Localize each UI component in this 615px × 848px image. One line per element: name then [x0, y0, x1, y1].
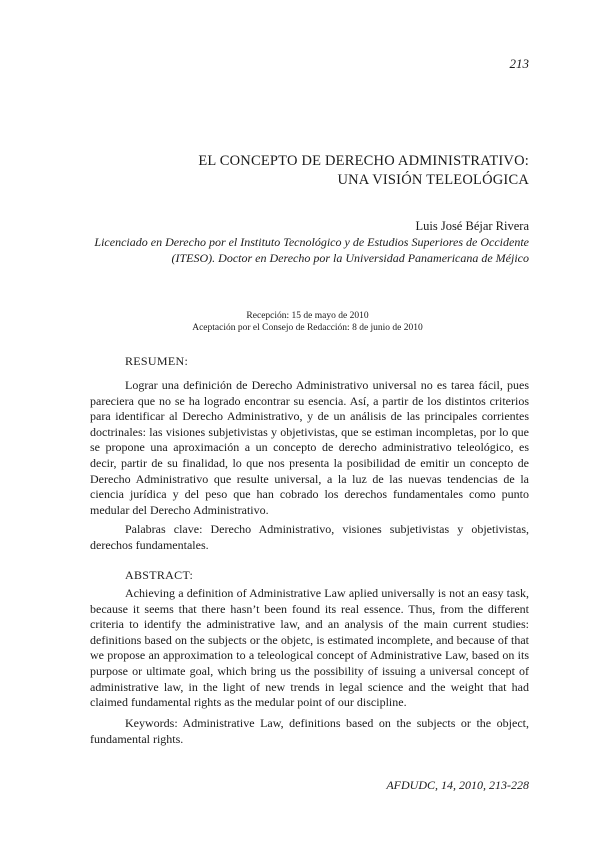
title-line-2: UNA VISIÓN TELEOLÓGICA — [337, 172, 529, 188]
author-affiliation-line-2: (ITESO). Doctor en Derecho por la Universidad Panamericana de Méjico — [171, 251, 529, 265]
author-affiliation-line-1: Licenciado en Derecho por el Instituto Tecnológico y de Estudios Superiores de Occidente — [94, 235, 529, 249]
resumen-heading: RESUMEN: — [125, 354, 189, 368]
journal-footer: AFDUDC, 14, 2010, 213-228 — [386, 778, 529, 792]
palabras-clave: Palabras clave: Derecho Administrativo, visiones subjetivistas y objetivistas, derechos fundamentales. — [90, 522, 529, 552]
abstract-heading: ABSTRACT: — [125, 568, 194, 582]
acceptance-date: Aceptación por el Consejo de Redacción: 8 de junio de 2010 — [192, 323, 423, 333]
abstract-text: Achieving a definition of Administrative Law aplied universally is not an easy task, because it seems that there hasn’t been found its real essence. Thus, from the different criteria to identify the administrative law, and an analysis of the main current studies: definitions based on the subjects or the objetc, is estimated incomplete, and because of that we propose an approximation to a teleological concept of Administrative Law, based on its purpose or ultimate goal, which bring us the possibility of issuing a universal concept of administrative law, in the light of new trends in legal science and the weight that had claimed fundamental rights as the medular point of our discipline. — [90, 586, 529, 710]
keywords: Keywords: Administrative Law, definitions based on the subjects or the object, fundamental rights. — [90, 716, 529, 746]
author-name: Luis José Béjar Rivera — [415, 219, 529, 233]
submission-dates — [90, 310, 525, 334]
page-number: 213 — [509, 56, 529, 71]
reception-date: Recepción: 15 de mayo de 2010 — [246, 311, 369, 321]
resumen-text: Lograr una definición de Derecho Administrativo universal no es tarea fácil, pues pareciera que no se ha logrado encontrar su esencia. Así, a partir de los distintos criterios para identificar al Derecho Administrativo, y de un análisis de las principales corrientes doctrinales: las visiones subjetivistas y objetivistas, que se estiman incompletas, por lo que se propone una aproximación a un concepto de derecho administrativo teleológico, es decir, partir de su finalidad, lo que nos presenta la posibilidad de emitir un concepto de Derecho Administrativo que resulte universal, a la luz de las nuevas tendencias de la ciencia jurídica y del peso que han cobrado los derechos fundamentales como punto medular del Derecho Administrativo. — [90, 378, 529, 517]
article-title — [90, 152, 529, 190]
author-block — [90, 218, 529, 266]
title-line-1: EL CONCEPTO DE DERECHO ADMINISTRATIVO: — [198, 153, 529, 169]
